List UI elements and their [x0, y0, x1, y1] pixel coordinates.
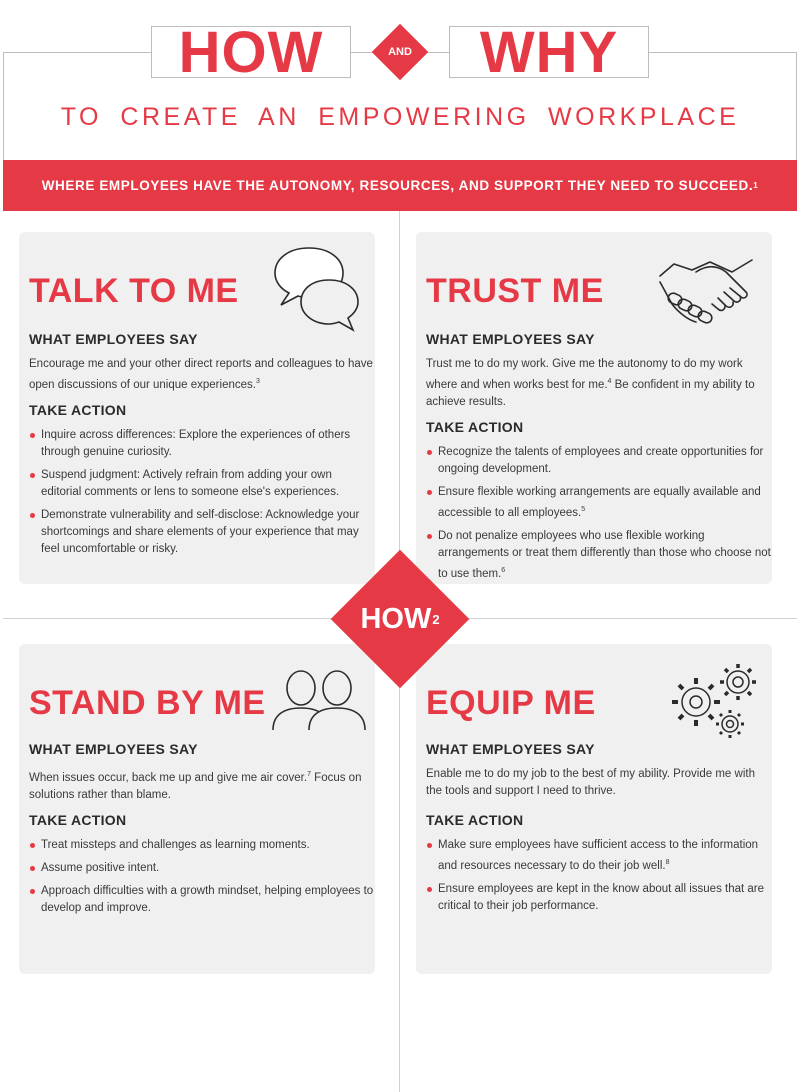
tagline-text: WHERE EMPLOYEES HAVE THE AUTONOMY, RESOURCES, AND SUPPORT THEY NEED TO SUCCEED. [41, 178, 754, 193]
say-text-part-2: Focus on solutions rather than blame. [29, 771, 362, 801]
take-action-heading: TAKE ACTION [426, 812, 524, 828]
section-title: EQUIP ME [426, 684, 596, 722]
action-footnote: 8 [665, 859, 670, 866]
and-label: AND [388, 46, 412, 58]
gears-icon [672, 662, 762, 742]
employees-say-text: Enable me to do my job to the best of my ability. Provide me with the tools and support I need to thrive. [426, 768, 755, 797]
action-item: Suspend judgment: Actively refrain from adding your own editorial comments or lens to someone else's experiences. [29, 467, 375, 501]
title-how: HOW [151, 26, 351, 78]
action-text: Make sure employees have sufficient access to the information and resources necessary to do their job well. [438, 839, 759, 872]
section-title: TALK TO ME [29, 272, 239, 310]
take-action-heading: TAKE ACTION [29, 812, 127, 828]
employees-say-text [29, 766, 375, 804]
say-text-part-1: When issues occur, back me up and give me air cover. [29, 771, 308, 784]
action-list [426, 444, 772, 589]
handshake-icon [656, 242, 756, 336]
say-text-part-2: Be confident in my ability to achieve results. [426, 378, 755, 408]
how-exponent: 2 [432, 611, 440, 627]
action-item [426, 484, 772, 522]
action-text: Do not penalize employees who use flexible working arrangements or treat them differently than those who choose not to use them. [438, 529, 771, 580]
title-why: WHY [449, 26, 649, 78]
say-footnote: 7 [307, 771, 311, 778]
section-equip-me [416, 644, 772, 974]
action-list [426, 837, 772, 921]
action-item: Demonstrate vulnerability and self-disclose: Acknowledge your shortcomings and share elements of your experience that may feel uncomfortable or risky. [29, 507, 375, 558]
say-footnote: 3 [255, 378, 260, 385]
action-item: Assume positive intent. [29, 860, 375, 877]
action-item: Approach difficulties with a growth mindset, helping employees to develop and improve. [29, 883, 375, 917]
take-action-heading: TAKE ACTION [29, 402, 127, 418]
what-employees-say-heading: WHAT EMPLOYEES SAY [426, 741, 595, 757]
section-title: STAND BY ME [29, 684, 266, 722]
page-subtitle: TO CREATE AN EMPOWERING WORKPLACE [60, 103, 740, 131]
speech-bubbles-icon [271, 242, 361, 334]
section-stand-by-me [19, 644, 375, 974]
tagline-band [3, 160, 797, 211]
what-employees-say-heading: WHAT EMPLOYEES SAY [426, 331, 595, 347]
action-text: Ensure flexible working arrangements are equally available and accessible to all employees. [438, 486, 761, 519]
what-employees-say-heading: WHAT EMPLOYEES SAY [29, 331, 198, 347]
action-item: Treat missteps and challenges as learning moments. [29, 837, 375, 854]
say-text: Encourage me and your other direct reports and colleagues to have open discussions of our unique experiences. [29, 358, 373, 391]
say-text-part-1: Trust me to do my work. Give me the autonomy to do my work where and when works best for me. [426, 358, 743, 391]
how-squared-diamond [330, 549, 470, 689]
section-trust-me [416, 232, 772, 584]
action-text: Recognize the talents of employees and create opportunities for ongoing development. [438, 446, 764, 475]
action-list [29, 837, 375, 923]
employees-say-text [426, 356, 772, 411]
action-item [426, 837, 772, 875]
action-item: Inquire across differences: Explore the experiences of others through genuine curiosity. [29, 427, 375, 461]
how-label: HOW [360, 602, 432, 635]
action-item [426, 881, 772, 915]
how-squared-label [330, 549, 470, 689]
tagline-footnote: 1 [753, 181, 759, 190]
employees-say-text [29, 356, 375, 394]
action-footnote: 5 [581, 506, 586, 513]
action-item [426, 444, 772, 478]
and-diamond [369, 21, 431, 83]
section-title: TRUST ME [426, 272, 604, 310]
action-text: Ensure employees are kept in the know about all issues that are critical to their job performance. [438, 882, 765, 912]
say-footnote: 4 [607, 378, 612, 385]
what-employees-say-heading: WHAT EMPLOYEES SAY [29, 741, 198, 757]
action-footnote: 6 [501, 566, 506, 574]
action-list [29, 427, 375, 564]
take-action-heading: TAKE ACTION [426, 419, 524, 435]
action-item [426, 528, 772, 583]
section-talk-to-me [19, 232, 375, 584]
